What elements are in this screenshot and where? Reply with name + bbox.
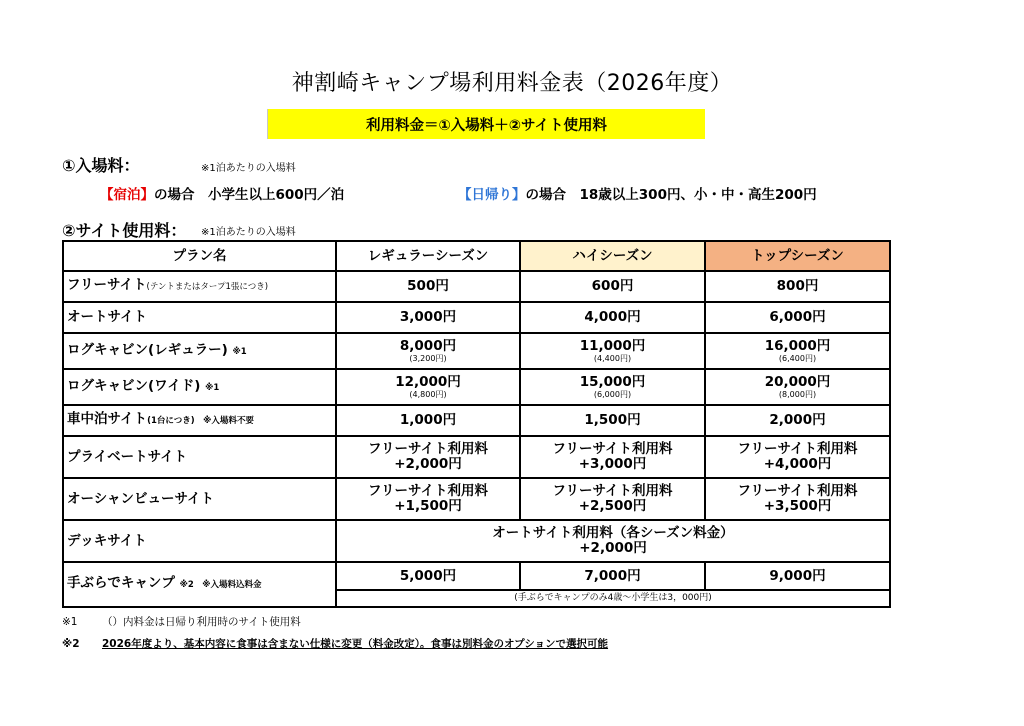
- page-title: 神割崎キャンプ場利用料金表（2026年度）: [291, 71, 733, 96]
- table-row: [63, 405, 890, 436]
- price-regular: 5,000円: [336, 562, 520, 590]
- price-note: (手ぶらでキャンプのみ4歳～小学生は3，000円): [336, 590, 890, 607]
- price-regular: フリーサイト利用料 +2,000円: [336, 436, 520, 478]
- price-high: 1,500円: [520, 405, 705, 436]
- price-regular: 500円: [336, 271, 520, 302]
- section1-heading: ①入場料：: [62, 156, 140, 175]
- header-high: ハイシーズン: [520, 241, 705, 271]
- price-top: フリーサイト利用料 +3,500円: [705, 478, 890, 520]
- price-high: フリーサイト利用料 +2,500円: [520, 478, 705, 520]
- day-text: の場合 18歳以上300円、小・中・高生200円: [525, 187, 817, 203]
- footnote-1: ※1 （）内料金は日帰り利用時のサイト使用料: [62, 616, 301, 628]
- price-high: フリーサイト利用料 +3,000円: [520, 436, 705, 478]
- table-row: [63, 436, 890, 478]
- table-row: [63, 562, 890, 590]
- table-row: [63, 302, 890, 333]
- price-top: 9,000円: [705, 562, 890, 590]
- day-label: 【日帰り】: [458, 187, 526, 203]
- price-top: フリーサイト利用料 +4,000円: [705, 436, 890, 478]
- table-row: [63, 520, 890, 562]
- footnote-2: ※2 2026年度より、基本内容に食事は含まない仕様に変更（料金改定）。食事は別料金のオプションで選択可能: [62, 638, 609, 650]
- price-high: 15,000円 (6,000円): [520, 369, 705, 405]
- stay-label: 【宿泊】: [100, 187, 154, 203]
- price-regular: 1,000円: [336, 405, 520, 436]
- price-regular: 3,000円: [336, 302, 520, 333]
- header-plan: プラン名: [63, 241, 336, 271]
- table-row: [63, 271, 890, 302]
- table-row: [63, 478, 890, 520]
- plan-name: ログキャビン(レギュラー) ※1: [63, 333, 336, 369]
- price-high: 7,000円: [520, 562, 705, 590]
- price-top: 16,000円 (6,400円): [705, 333, 890, 369]
- plan-name: ログキャビン(ワイド) ※1: [63, 369, 336, 405]
- section1-note: ※1泊あたりの入場料: [201, 163, 296, 174]
- price-high: 11,000円 (4,400円): [520, 333, 705, 369]
- table-row: [63, 333, 890, 369]
- plan-name: オートサイト: [63, 302, 336, 333]
- price-high: 600円: [520, 271, 705, 302]
- price-top: 20,000円 (8,000円): [705, 369, 890, 405]
- header-top: トップシーズン: [705, 241, 890, 271]
- price-top: 6,000円: [705, 302, 890, 333]
- fee-table: [62, 240, 891, 608]
- section2-note: ※1泊あたりの入場料: [201, 227, 296, 238]
- table-header-row: [63, 241, 890, 271]
- plan-name: 車中泊サイト(1台につき) ※入場料不要: [63, 405, 336, 436]
- price-merged: オートサイト利用料（各シーズン料金） +2,000円: [336, 520, 890, 562]
- plan-name: プライベートサイト: [63, 436, 336, 478]
- stay-text: の場合 小学生以上600円／泊: [154, 187, 345, 203]
- price-regular: 12,000円 (4,800円): [336, 369, 520, 405]
- plan-name: オーシャンビューサイト: [63, 478, 336, 520]
- header-regular: レギュラーシーズン: [336, 241, 520, 271]
- price-regular: フリーサイト利用料 +1,500円: [336, 478, 520, 520]
- section2-heading: ②サイト使用料：: [62, 221, 187, 240]
- price-regular: 8,000円 (3,200円): [336, 333, 520, 369]
- price-high: 4,000円: [520, 302, 705, 333]
- plan-name: デッキサイト: [63, 520, 336, 562]
- plan-name: フリーサイト(テントまたはタープ1張につき): [63, 271, 336, 302]
- day-fee: [458, 183, 817, 203]
- price-top: 2,000円: [705, 405, 890, 436]
- stay-fee: [100, 183, 344, 203]
- plan-name: 手ぶらでキャンプ ※2 ※入場料込料金: [63, 562, 336, 607]
- formula-banner: 利用料金＝①入場料＋②サイト使用料: [267, 109, 705, 139]
- table-row: [63, 369, 890, 405]
- price-top: 800円: [705, 271, 890, 302]
